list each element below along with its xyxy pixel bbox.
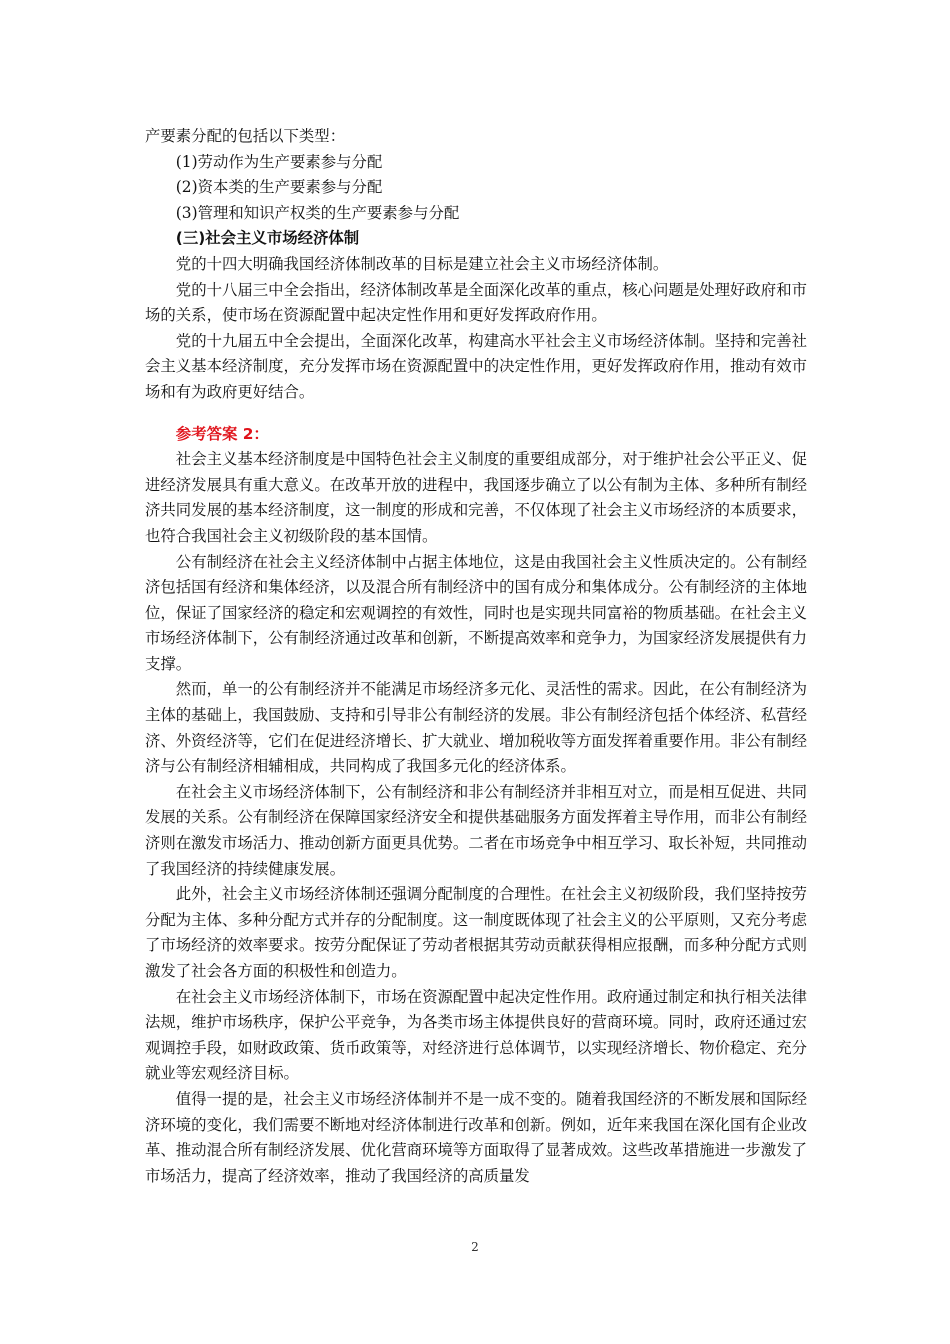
answer-paragraph: 此外，社会主义市场经济体制还强调分配制度的合理性。在社会主义初级阶段，我们坚持按劳分配为主体、多种分配方式并存的分配制度。这一制度既体现了社会主义的公平原则，又充分考虑了市场经济的效率要求。按劳分配保证了劳动者根据其劳动贡献获得相应报酬，而多种分配方式则激发了社会各方面的积极性和创造力。 (145, 885, 807, 980)
list-item: (3)管理和知识产权类的生产要素参与分配 (175, 203, 460, 222)
section-heading: (三)社会主义市场经济体制 (175, 229, 360, 248)
document-body (145, 124, 807, 1189)
section-paragraph: 党的十九届五中全会提出，全面深化改革，构建高水平社会主义市场经济体制。坚持和完善社会主义基本经济制度，充分发挥市场在资源配置中的决定性作用，更好发挥政府作用，推动有效市场和有为政府更好结合。 (145, 331, 807, 401)
answer-title: 参考答案 2： (175, 424, 269, 443)
section-paragraph: 党的十八届三中全会指出，经济体制改革是全面深化改革的重点，核心问题是处理好政府和市场的关系，使市场在资源配置中起决定性作用和更好发挥政府作用。 (145, 280, 807, 325)
page-number: 2 (471, 1240, 479, 1254)
list-item: (1)劳动作为生产要素参与分配 (175, 152, 383, 171)
list-item: (2)资本类的生产要素参与分配 (175, 178, 383, 197)
answer-paragraph: 然而，单一的公有制经济并不能满足市场经济多元化、灵活性的需求。因此，在公有制经济为主体的基础上，我国鼓励、支持和引导非公有制经济的发展。非公有制经济包括个体经济、私营经济、外资经济等，它们在促进经济增长、扩大就业、增加税收等方面发挥着重要作用。非公有制经济与公有制经济相辅相成，共同构成了我国多元化的经济体系。 (145, 680, 807, 776)
answer-paragraph: 在社会主义市场经济体制下，公有制经济和非公有制经济并非相互对立，而是相互促进、共同发展的关系。公有制经济在保障国家经济安全和提供基础服务方面发挥着主导作用，而非公有制经济则在激发市场活力、推动创新方面更具优势。二者在市场竞争中相互学习、取长补短，共同推动了我国经济的持续健康发展。 (145, 782, 807, 878)
answer-paragraph: 社会主义基本经济制度是中国特色社会主义制度的重要组成部分，对于维护社会公平正义、促进经济发展具有重大意义。在改革开放的进程中，我国逐步确立了以公有制为主体、多种所有制经济共同发展的基本经济制度，这一制度的形成和完善，不仅体现了社会主义市场经济的本质要求，也符合我国社会主义初级阶段的基本国情。 (145, 450, 807, 545)
section-paragraph: 党的十四大明确我国经济体制改革的目标是建立社会主义市场经济体制。 (175, 254, 669, 273)
answer-paragraph: 公有制经济在社会主义经济体制中占据主体地位，这是由我国社会主义性质决定的。公有制经济包括国有经济和集体经济，以及混合所有制经济中的国有成分和集体成分。公有制经济的主体地位，保证了国家经济的稳定和宏观调控的有效性，同时也是实现共同富裕的物质基础。在社会主义市场经济体制下，公有制经济通过改革和创新，不断提高效率和竞争力，为国家经济发展提供有力支撑。 (145, 552, 807, 673)
answer-paragraph: 在社会主义市场经济体制下，市场在资源配置中起决定性作用。政府通过制定和执行相关法律法规，维护市场秩序，保护公平竞争，为各类市场主体提供良好的营商环境。同时，政府还通过宏观调控手段，如财政政策、货币政策等，对经济进行总体调节，以实现经济增长、物价稳定、充分就业等宏观经济目标。 (145, 987, 807, 1083)
answer-paragraph: 值得一提的是，社会主义市场经济体制并不是一成不变的。随着我国经济的不断发展和国际经济环境的变化，我们需要不断地对经济体制进行改革和创新。例如，近年来我国在深化国有企业改革、推动混合所有制经济发展、优化营商环境等方面取得了显著成效。这些改革措施进一步激发了市场活力，提高了经济效率，推动了我国经济的高质量发 (145, 1089, 807, 1185)
intro-line: 产要素分配的包括以下类型： (145, 127, 346, 145)
